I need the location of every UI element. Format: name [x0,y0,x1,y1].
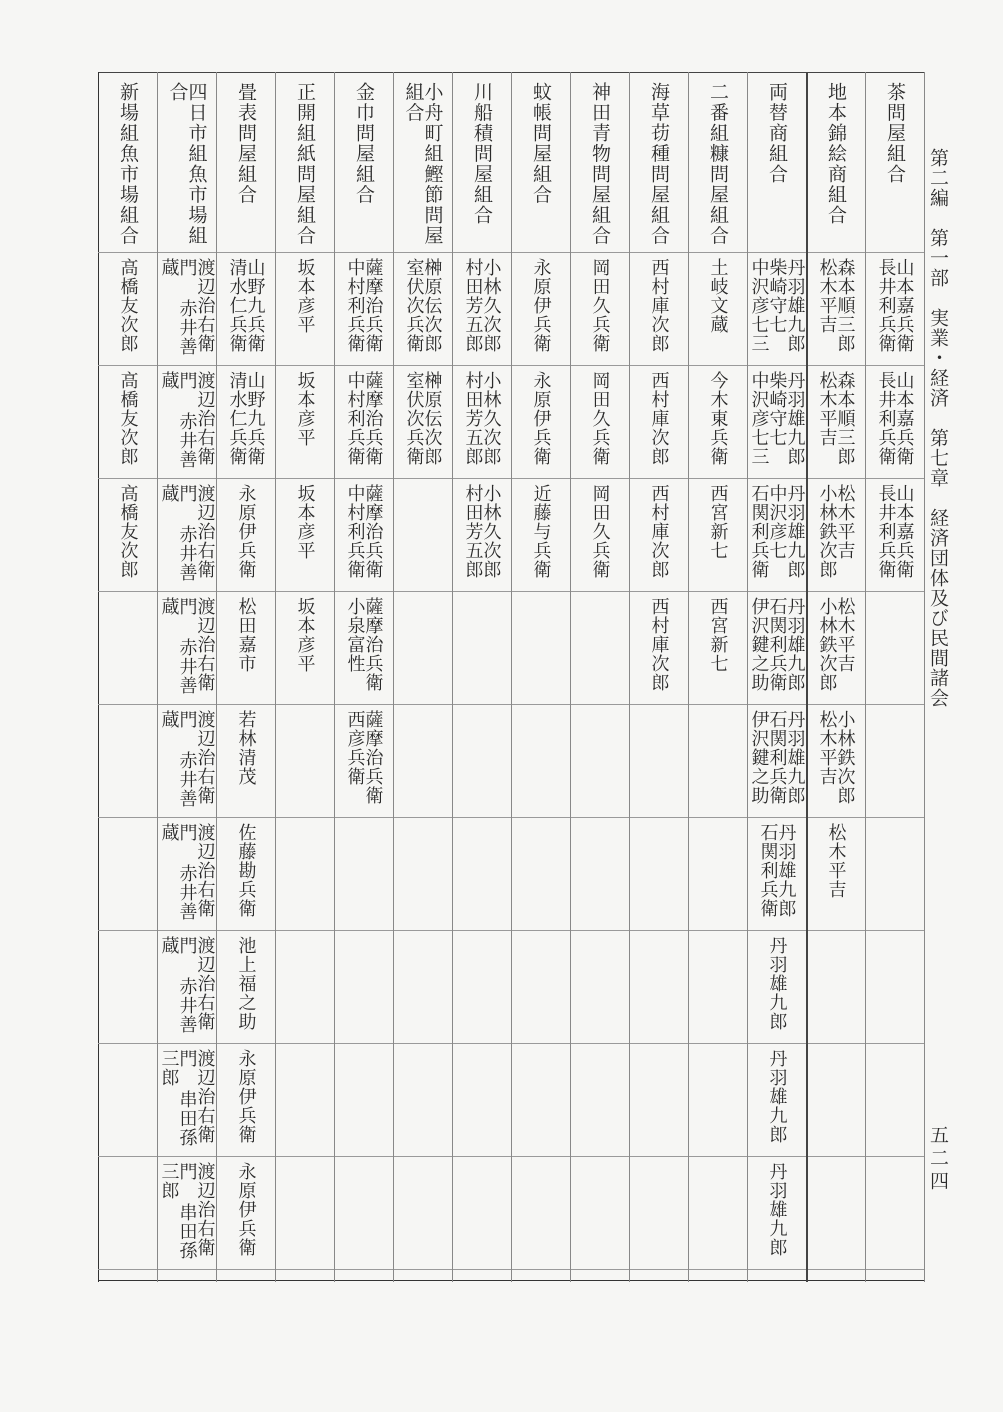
cell-names: 渡辺治右衛門 赤井善蔵 [158,258,216,356]
cell-names: 渡辺治右衛門 赤井善蔵 [158,597,216,695]
table-cell [275,365,334,478]
cell-names: 薩摩治兵衛 中村利兵衛 [344,258,384,353]
table-cell [865,1043,924,1156]
column-header-label: 両替商組合 [766,82,788,185]
table-cell [275,1043,334,1156]
table-cell [511,365,570,478]
table-cell [334,591,393,704]
page-number: 五二四 [927,1125,949,1194]
table-cell [334,817,393,930]
cell-names: 岡田久兵衛 [589,484,611,579]
table-cell [806,252,865,365]
cell-names: 西村庫次郎 [648,484,670,579]
cell-names: 渡辺治右衛門 赤井善蔵 [158,371,216,469]
cell-names: 渡辺治右衛門 串田孫三郎 [158,1049,216,1147]
cell-names: 山野九兵衛 清水仁兵衛 [226,258,266,353]
cell-names: 高橋友次郎 [117,258,139,353]
cell-names: 松木平吉 小林鉄次郎 [816,484,856,579]
table-cell [334,365,393,478]
column-header-label: 神田青物問屋組合 [589,82,611,246]
cell-names: 近藤与兵衛 [530,484,552,579]
cell-names: 榊原伝次郎 室伏次兵衛 [403,258,443,353]
cell-names: 薩摩治兵衛 小泉富性 [344,597,384,692]
table-column [747,72,808,1282]
table-cell [452,252,511,365]
table-cell [511,591,570,704]
table-cell [157,930,216,1043]
table-cell [806,365,865,478]
table-cell [511,252,570,365]
cell-names: 岡田久兵衛 [589,258,611,353]
table-cell [393,591,452,704]
table-cell [511,478,570,591]
table-cell [157,365,216,478]
column-header [334,82,393,250]
table-cell [216,930,275,1043]
table-cell [865,478,924,591]
table-cell [452,930,511,1043]
table-column [98,72,158,1282]
cell-names: 丹羽雄九郎 柴崎守七 中沢彦七三 [748,371,806,466]
column-header [629,82,688,250]
column-header [452,82,511,250]
table-cell [688,1156,747,1269]
table-cell [334,1043,393,1156]
table-cell [688,478,747,591]
table-cell [806,930,865,1043]
cell-names: 西村庫次郎 [648,258,670,353]
table-cell [393,365,452,478]
cell-names: 小林久次郎 村田芳五郎 [462,371,502,466]
table-cell [511,817,570,930]
column-header-label: 蚊帳問屋組合 [530,82,552,205]
table-cell [452,365,511,478]
cell-names: 丹羽雄九郎 石関利兵衛 伊沢鍵之助 [748,710,806,805]
table-column [275,72,335,1282]
table-cell [393,478,452,591]
table-cell [98,1269,157,1382]
table-cell [747,1043,806,1156]
table-cell [747,252,806,365]
table-cell [629,478,688,591]
table-cell [865,930,924,1043]
table-cell [629,704,688,817]
table-column [629,72,689,1282]
table-cell [157,1269,216,1382]
table-cell [570,1043,629,1156]
column-header [216,82,275,250]
cell-names: 佐藤勘兵衛 [235,823,257,918]
table-cell [629,365,688,478]
cell-names: 渡辺治右衛門 赤井善蔵 [158,710,216,808]
table-cell [511,930,570,1043]
cell-names: 渡辺治右衛門 赤井善蔵 [158,823,216,921]
table-cell [629,1156,688,1269]
table-cell [511,704,570,817]
column-header [806,82,865,250]
table-column [570,72,630,1282]
table-cell [688,252,747,365]
table-column [393,72,453,1282]
table-cell [806,704,865,817]
table-cell [629,1043,688,1156]
table-cell [865,1156,924,1269]
table-cell [806,1043,865,1156]
table-cell [216,478,275,591]
column-header [688,82,747,250]
cell-names: 森本順三郎 松木平吉 [816,371,856,466]
table-cell [216,817,275,930]
cell-names: 丹羽雄九郎 柴崎守七 中沢彦七三 [748,258,806,353]
cell-names: 山野九兵衛 清水仁兵衛 [226,371,266,466]
cell-names: 丹羽雄九郎 [766,936,788,1031]
table-cell [157,252,216,365]
table-cell [688,817,747,930]
cell-names: 若林清茂 [235,710,257,786]
cell-names: 永原伊兵衛 [235,1162,257,1257]
table-cell [747,704,806,817]
column-header [865,82,924,250]
cell-names: 渡辺治右衛門 串田孫三郎 [158,1162,216,1260]
column-header-label: 茶問屋組合 [884,82,906,185]
cell-names: 高橋友次郎 [117,484,139,579]
table-cell [688,365,747,478]
table-column [511,72,571,1282]
column-header-label: 二番組糠問屋組合 [707,82,729,246]
table-cell [865,365,924,478]
cell-names: 丹羽雄九郎 石関利兵衛 伊沢鍵之助 [748,597,806,692]
cell-names: 丹羽雄九郎 石関利兵衛 [757,823,797,918]
table-cell [98,591,157,704]
table-cell [393,1269,452,1382]
cell-names: 西宮新七 [707,597,729,673]
table-cell [393,817,452,930]
cell-names: 松木平吉 [825,823,847,899]
table-cell [747,591,806,704]
column-header-label: 四日市組魚市場組合 [166,82,208,246]
cell-names: 岡田久兵衛 [589,371,611,466]
table-cell [216,1269,275,1382]
table-cell [629,1269,688,1382]
table-cell [98,365,157,478]
table-cell [865,591,924,704]
cell-names: 丹羽雄九郎 [766,1162,788,1257]
table-cell [688,1269,747,1382]
table-cell [570,1156,629,1269]
column-header [570,82,629,250]
table-cell [275,817,334,930]
table-cell [216,252,275,365]
table-cell [98,817,157,930]
cell-names: 西村庫次郎 [648,371,670,466]
table-cell [452,704,511,817]
table-cell [629,591,688,704]
table-column [865,72,925,1282]
table-cell [511,1043,570,1156]
table-cell [98,252,157,365]
table-column [216,72,276,1282]
column-header [275,82,334,250]
table-cell [334,252,393,365]
table-cell [334,930,393,1043]
table-column [688,72,748,1282]
table-column [157,72,217,1282]
table-cell [393,1156,452,1269]
table-cell [393,252,452,365]
cell-names: 永原伊兵衛 [530,258,552,353]
table-cell [688,704,747,817]
table-cell [570,252,629,365]
column-header-label: 海草苆種問屋組合 [648,82,670,246]
table-cell [452,1156,511,1269]
table-cell [98,930,157,1043]
column-header-label: 金巾問屋組合 [353,82,375,205]
table-cell [216,704,275,817]
table-cell [747,478,806,591]
table-cell [865,704,924,817]
cell-names: 薩摩治兵衛 中村利兵衛 [344,484,384,579]
table-cell [275,478,334,591]
cell-names: 土岐文蔵 [707,258,729,334]
table-cell [865,1269,924,1382]
table-cell [275,591,334,704]
column-header [98,82,157,250]
table-cell [275,1269,334,1382]
table-cell [806,817,865,930]
table-cell [570,704,629,817]
table-cell [334,704,393,817]
cell-names: 高橋友次郎 [117,371,139,466]
cell-names: 西村庫次郎 [648,597,670,692]
table-cell [747,1156,806,1269]
column-header [393,82,452,250]
column-header-label: 畳表問屋組合 [235,82,257,205]
table-cell [806,591,865,704]
column-header-label: 川船積問屋組合 [471,82,493,226]
cell-names: 坂本彦平 [294,597,316,673]
table-cell [157,817,216,930]
column-header-label: 正開組紙問屋組合 [294,82,316,246]
column-header [747,82,806,250]
table-cell [511,1156,570,1269]
cell-names: 小林鉄次郎 松木平吉 [816,710,856,805]
cell-names: 坂本彦平 [294,484,316,560]
table-cell [157,1156,216,1269]
cell-names: 坂本彦平 [294,371,316,447]
cell-names: 坂本彦平 [294,258,316,334]
table-cell [452,1043,511,1156]
table-cell [98,704,157,817]
cell-names: 西宮新七 [707,484,729,560]
running-head: 第二編 第一部 実業・経済 第七章 経済団体及び民間諸会 [927,148,949,708]
table-cell [393,930,452,1043]
officer-table [98,72,924,1282]
table-cell [511,1269,570,1382]
table-cell [452,1269,511,1382]
table-cell [157,704,216,817]
cell-names: 小林久次郎 村田芳五郎 [462,484,502,579]
cell-names: 山本嘉兵衛 長井利兵衛 [875,258,915,353]
column-header-label: 新場組魚市場組合 [117,82,139,246]
column-header-label: 小舟町組鰹節問屋組合 [402,82,444,246]
table-cell [216,365,275,478]
table-cell [747,1269,806,1382]
table-cell [216,1043,275,1156]
cell-names: 丹羽雄九郎 中沢彦七 石関利兵衛 [748,484,806,579]
table-column [334,72,394,1282]
cell-names: 山本嘉兵衛 長井利兵衛 [875,371,915,466]
table-cell [452,817,511,930]
cell-names: 薩摩治兵衛 西彦兵衛 [344,710,384,805]
table-cell [275,930,334,1043]
table-cell [806,478,865,591]
table-cell [334,1269,393,1382]
table-cell [275,1156,334,1269]
column-header [511,82,570,250]
table-cell [216,591,275,704]
cell-names: 永原伊兵衛 [530,371,552,466]
table-cell [98,1043,157,1156]
table-cell [806,1269,865,1382]
table-cell [688,591,747,704]
table-cell [688,930,747,1043]
table-cell [570,930,629,1043]
table-cell [334,478,393,591]
cell-names: 小林久次郎 村田芳五郎 [462,258,502,353]
table-cell [629,930,688,1043]
table-cell [747,365,806,478]
table-cell [157,1043,216,1156]
cell-names: 渡辺治右衛門 赤井善蔵 [158,484,216,582]
cell-names: 永原伊兵衛 [235,1049,257,1144]
cell-names: 永原伊兵衛 [235,484,257,579]
table-cell [98,478,157,591]
cell-names: 薩摩治兵衛 中村利兵衛 [344,371,384,466]
table-cell [157,591,216,704]
table-cell [393,1043,452,1156]
table-cell [334,1156,393,1269]
cell-names: 丹羽雄九郎 [766,1049,788,1144]
table-cell [570,817,629,930]
cell-names: 今木東兵衛 [707,371,729,466]
table-cell [747,817,806,930]
table-cell [275,252,334,365]
table-cell [629,817,688,930]
table-cell [275,704,334,817]
table-cell [570,365,629,478]
cell-names: 渡辺治右衛門 赤井善蔵 [158,936,216,1034]
cell-names: 山本嘉兵衛 長井利兵衛 [875,484,915,579]
table-cell [629,252,688,365]
column-header [157,82,216,250]
table-cell [98,1156,157,1269]
table-cell [216,1156,275,1269]
table-cell [688,1043,747,1156]
table-cell [570,1269,629,1382]
cell-names: 榊原伝次郎 室伏次兵衛 [403,371,443,466]
table-cell [806,1156,865,1269]
cell-names: 松木平吉 小林鉄次郎 [816,597,856,692]
column-header-label: 地本錦絵商組合 [825,82,847,226]
table-cell [570,591,629,704]
table-cell [452,591,511,704]
cell-names: 松田嘉市 [235,597,257,673]
table-column [806,72,866,1282]
table-cell [747,930,806,1043]
table-column [452,72,512,1282]
table-cell [157,478,216,591]
cell-names: 池上福之助 [235,936,257,1031]
table-cell [570,478,629,591]
table-cell [865,252,924,365]
cell-names: 森本順三郎 松木平吉 [816,258,856,353]
table-cell [452,478,511,591]
table-cell [393,704,452,817]
table-cell [865,817,924,930]
